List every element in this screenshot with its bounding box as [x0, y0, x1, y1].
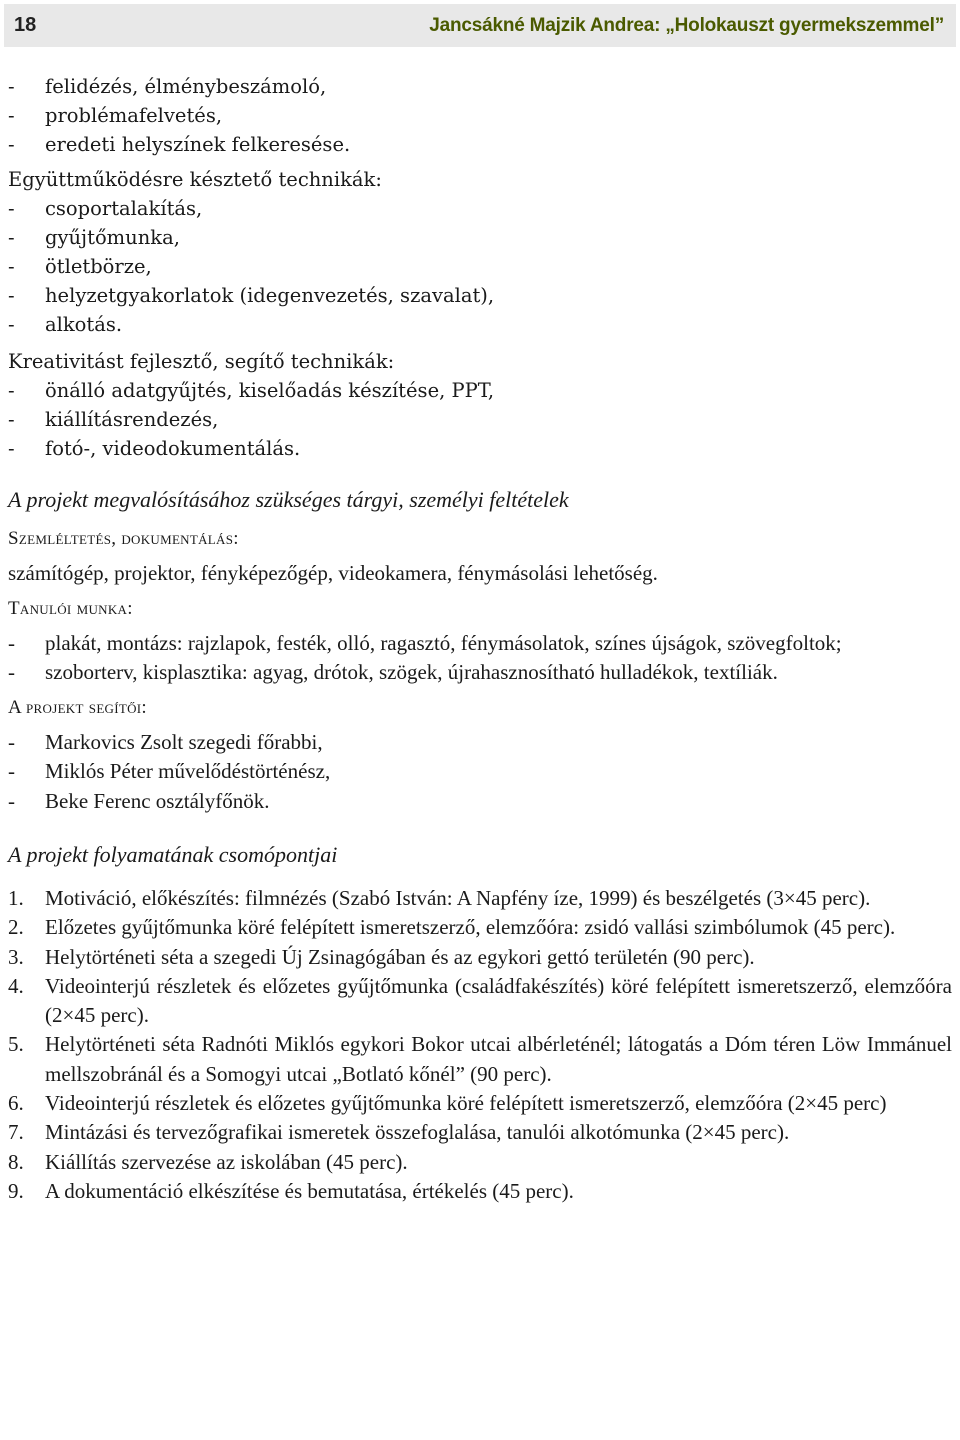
student-work-label: Tanulói munka: [8, 597, 133, 619]
list-item: - gyűjtőmunka, [8, 226, 180, 249]
list-item: - szoborterv, kisplasztika: agyag, drótok, szögek, újrahasznosítható hulladékok, textíliák. [8, 660, 778, 684]
list-item: - problémafelvetés, [8, 104, 223, 127]
list-item: 1. Motiváció, előkészítés: filmnézés (Szabó István: A Napfény íze, 1999) és beszélgetés (3×45 perc). [8, 886, 871, 910]
list-item: - helyzetgyakorlatok (idegenvezetés, szavalat), [8, 284, 495, 307]
running-title: Jancsákné Majzik Andrea: „Holokauszt gyermekszemmel” [429, 14, 944, 36]
list-item: - Miklós Péter művelődéstörténész, [8, 759, 331, 783]
conditions-heading: A projekt megvalósításához szükséges tárgyi, személyi feltételek [8, 487, 569, 512]
intro-list [8, 72, 952, 159]
visual-label: Szemléltetés, dokumentálás: [8, 528, 239, 549]
milestones-list [8, 884, 952, 1206]
list-item: - csoportalakítás, [8, 197, 203, 220]
list-item: 2. Előzetes gyűjtőmunka köré felépített ismeretszerző, elemzőóra: zsidó vallási szimbólumok (45 perc). [8, 915, 896, 940]
page-number: 18 [14, 14, 37, 36]
student-work-list [8, 629, 952, 688]
list-item: - fotó-, videodokumentálás. [8, 437, 301, 460]
milestones-heading: A projekt folyamatának csomópontjai [8, 842, 338, 867]
list-item: - Markovics Zsolt szegedi főrabbi, [8, 729, 323, 754]
list-item: - ötletbörze, [8, 255, 152, 278]
creativity-list [8, 376, 952, 463]
list-item: 9. A dokumentáció elkészítése és bemutatása, értékelés (45 perc). [8, 1178, 574, 1203]
helpers-list [8, 728, 952, 817]
list-item: - plakát, montázs: rajzlapok, festék, olló, ragasztó, fénymásolatok, színes újságok, szövegfoltok; [8, 630, 842, 655]
list-item: 4. Videointerjú részletek és előzetes gyűjtőmunka (családfakészítés) köré felépített ismeretszerző, elemzőóra (2×45 perc). [8, 973, 952, 1028]
list-item: - Beke Ferenc osztályfőnök. [8, 788, 270, 813]
list-item: - kiállításrendezés, [8, 408, 219, 431]
list-item: 8. Kiállítás szervezése az iskolában (45 perc). [8, 1149, 408, 1174]
list-item: 7. Mintázási és tervezőgrafikai ismeretek összefoglalása, tanulói alkotómunka (2×45 perc). [8, 1120, 790, 1145]
list-item: 5. Helytörténeti séta Radnóti Miklós egykori Bokor utcai albérleténél; látogatás a Dóm téren Löw Immánuel mellszobránál és a Somogyi utcai „Botlató kőnél” (90 perc). [8, 1032, 952, 1086]
creativity-title: Kreativitást fejlesztő, segítő technikák: [8, 350, 395, 373]
helpers-label: A projekt segítői: [8, 696, 148, 718]
list-item: 6. Videointerjú részletek és előzetes gyűjtőmunka köré felépített ismeretszerző, elemzőóra (2×45 perc) [8, 1091, 887, 1116]
cooperation-title: Együttműködésre késztető technikák: [8, 168, 382, 191]
list-item: 3. Helytörténeti séta a szegedi Új Zsinagógában és az egykori gettó területén (90 perc). [8, 944, 755, 969]
list-item: - felidézés, élménybeszámoló, [8, 75, 327, 98]
page-body [8, 72, 952, 1206]
list-item: - eredeti helyszínek felkeresése. [8, 133, 351, 156]
list-item: - alkotás. [8, 313, 123, 336]
cooperation-list [8, 194, 952, 339]
visual-text: számítógép, projektor, fényképezőgép, videokamera, fénymásolási lehetőség. [8, 561, 658, 585]
list-item: - önálló adatgyűjtés, kiselőadás készítése, PPT, [8, 379, 495, 402]
page-header [4, 4, 956, 47]
